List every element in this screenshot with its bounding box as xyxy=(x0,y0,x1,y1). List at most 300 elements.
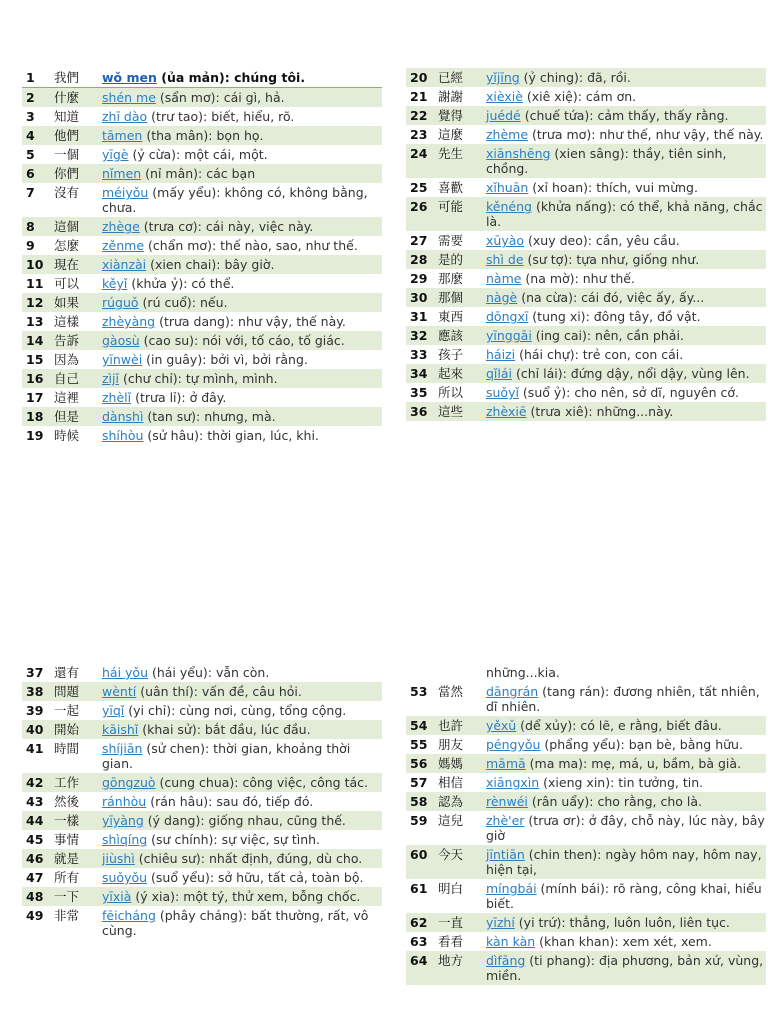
entry-definition xyxy=(486,146,766,176)
pinyin-link[interactable]: xūyào xyxy=(486,233,525,248)
vocab-row xyxy=(22,293,382,312)
pinyin-link[interactable]: yīzhí xyxy=(486,915,515,930)
entry-number: 41 xyxy=(26,741,44,756)
entry-number: 34 xyxy=(410,366,428,381)
pinyin-link[interactable]: yǐjīng xyxy=(486,70,520,85)
hanzi-word: 可能 xyxy=(438,199,464,214)
hanzi-word: 這兒 xyxy=(438,813,464,828)
entry-number: 14 xyxy=(26,333,44,348)
entry-definition xyxy=(486,180,766,195)
entry-number: 5 xyxy=(26,147,35,162)
vocab-row xyxy=(406,682,766,716)
pinyin-link[interactable]: kěnéng xyxy=(486,199,532,214)
meaning-text: (suổ ỷ): cho nên, sở dĩ, nguyên cớ. xyxy=(518,385,739,400)
meaning-text: (sẩn mơ): cái gì, hả. xyxy=(155,90,285,105)
entry-number: 12 xyxy=(26,295,44,310)
meaning-text: (ủa mản): chúng tôi. xyxy=(156,70,306,85)
pinyin-link[interactable]: suǒyǒu xyxy=(102,870,148,885)
meaning-text: (ý dang): giống nhau, cũng thế. xyxy=(143,813,346,828)
hanzi-word: 孩子 xyxy=(438,347,464,362)
vocab-row xyxy=(22,811,382,830)
entry-definition xyxy=(486,127,766,142)
pinyin-link[interactable]: xiànzài xyxy=(102,257,147,272)
pinyin-link[interactable]: zěnme xyxy=(102,238,145,253)
meaning-text: (sử hâu): thời gian, lúc, khi. xyxy=(143,428,319,443)
pinyin-link[interactable]: yīnggāi xyxy=(486,328,532,343)
entry-number: 18 xyxy=(26,409,44,424)
entry-definition xyxy=(486,385,766,400)
pinyin-link[interactable]: nàgè xyxy=(486,290,518,305)
pinyin-link[interactable]: zìjǐ xyxy=(102,371,119,386)
entry-number: 60 xyxy=(410,847,428,862)
vocab-row xyxy=(22,236,382,255)
vocab-row xyxy=(22,830,382,849)
pinyin-link[interactable]: shìqíng xyxy=(102,832,148,847)
meaning-text: (tan sư): nhưng, mà. xyxy=(143,409,276,424)
hanzi-word: 媽媽 xyxy=(438,756,464,771)
pinyin-link[interactable]: rènwéi xyxy=(486,794,528,809)
hanzi-word: 一樣 xyxy=(54,813,80,828)
pinyin-link[interactable]: suǒyǐ xyxy=(486,385,519,400)
meaning-text: (khai sử): bắt đầu, lúc đầu. xyxy=(138,722,311,737)
entry-definition xyxy=(486,718,766,733)
pinyin-link[interactable]: yīqǐ xyxy=(102,703,125,718)
pinyin-link[interactable]: shén me xyxy=(102,90,156,105)
meaning-text: (cung chua): công việc, công tác. xyxy=(155,775,368,790)
entry-number: 48 xyxy=(26,889,44,904)
hanzi-word: 這麼 xyxy=(438,127,464,142)
vocab-row xyxy=(22,145,382,164)
meaning-text: (ý xia): một tý, thử xem, bỗng chốc. xyxy=(131,889,361,904)
entry-number: 36 xyxy=(410,404,428,419)
hanzi-word: 然後 xyxy=(54,794,80,809)
entry-number: 19 xyxy=(26,428,44,443)
meaning-text: (tung xi): đông tây, đồ vật. xyxy=(528,309,701,324)
entry-number: 15 xyxy=(26,352,44,367)
entry-definition xyxy=(102,684,382,699)
entry-number: 33 xyxy=(410,347,428,362)
entry-number: 37 xyxy=(26,665,44,680)
entry-definition xyxy=(486,934,766,949)
hanzi-word: 明白 xyxy=(438,881,464,896)
meaning-text: (nỉ mân): các bạn xyxy=(141,166,256,181)
entry-definition xyxy=(102,794,382,809)
meaning-text: (trưa xiê): những...này. xyxy=(526,404,674,419)
entry-number: 42 xyxy=(26,775,44,790)
pinyin-link[interactable]: wǒ men xyxy=(102,70,157,85)
meaning-text: (sư tợ): tựa như, giống như. xyxy=(523,252,700,267)
meaning-text: (trưa dang): như vậy, thế này. xyxy=(155,314,346,329)
vocab-row xyxy=(22,217,382,236)
entry-number: 26 xyxy=(410,199,428,214)
pinyin-link[interactable]: dāngrán xyxy=(486,684,539,699)
vocab-row xyxy=(406,879,766,913)
meaning-text: (in guây): bởi vì, bởi rằng. xyxy=(142,352,308,367)
pinyin-link[interactable]: fēicháng xyxy=(102,908,156,923)
meaning-text: (rú cuổ): nếu. xyxy=(138,295,228,310)
pinyin-link[interactable]: shì de xyxy=(486,252,524,267)
entry-definition xyxy=(102,722,382,737)
meaning-text: (yi trứ): thẳng, luôn luôn, liên tục. xyxy=(514,915,730,930)
hanzi-word: 認為 xyxy=(438,794,464,809)
entry-number: 11 xyxy=(26,276,44,291)
meaning-text: (khửa ỷ): có thể. xyxy=(127,276,235,291)
vocab-row xyxy=(406,106,766,125)
vocab-row xyxy=(22,164,382,183)
vocab-row xyxy=(22,388,382,407)
pinyin-link[interactable]: zhèyàng xyxy=(102,314,156,329)
vocab-row xyxy=(22,906,382,940)
meaning-text: (xien chai): bây giờ. xyxy=(146,257,275,272)
entry-number: 45 xyxy=(26,832,44,847)
entry-number: 57 xyxy=(410,775,428,790)
vocab-row xyxy=(406,345,766,364)
entry-definition xyxy=(102,276,382,291)
entry-number: 38 xyxy=(26,684,44,699)
hanzi-word: 告訴 xyxy=(54,333,80,348)
hanzi-word: 朋友 xyxy=(438,737,464,752)
pinyin-link[interactable]: míngbái xyxy=(486,881,537,896)
entry-definition xyxy=(102,813,382,828)
hanzi-word: 今天 xyxy=(438,847,464,862)
pinyin-link[interactable]: māmā xyxy=(486,756,526,771)
vocab-row xyxy=(406,932,766,951)
pinyin-link[interactable]: xiāngxìn xyxy=(486,775,540,790)
entry-definition xyxy=(486,366,766,381)
meaning-text: (rán hâu): sau đó, tiếp đó. xyxy=(146,794,314,809)
hanzi-word: 看看 xyxy=(438,934,464,949)
pinyin-link[interactable]: shíhòu xyxy=(102,428,144,443)
pinyin-link[interactable]: zhège xyxy=(102,219,140,234)
hanzi-word: 那麼 xyxy=(438,271,464,286)
meaning-text: (chẩn mơ): thế nào, sao, như thế. xyxy=(144,238,358,253)
vocab-row xyxy=(22,369,382,388)
meaning-text: (mính bái): rõ ràng, công khai, hiểu biết. xyxy=(486,881,762,911)
meaning-text: (suổ yểu): sở hữu, tất cả, toàn bộ. xyxy=(147,870,364,885)
meaning-text: (ma ma): mẹ, má, u, bầm, bà già. xyxy=(525,756,742,771)
meaning-text: (ing cai): nên, cần phải. xyxy=(531,328,684,343)
entry-number: 32 xyxy=(410,328,428,343)
hanzi-word: 我們 xyxy=(54,70,80,85)
vocab-list-column xyxy=(22,68,382,445)
vocab-row xyxy=(406,811,766,845)
pinyin-link[interactable]: nǐmen xyxy=(102,166,142,181)
meaning-text: (xien sâng): thầy, tiên sinh, chồng. xyxy=(486,146,727,176)
pinyin-link[interactable]: hái yǒu xyxy=(102,665,148,680)
vocab-list-column xyxy=(406,68,766,421)
entry-number: 3 xyxy=(26,109,35,124)
hanzi-word: 如果 xyxy=(54,295,80,310)
entry-definition xyxy=(486,271,766,286)
pinyin-link[interactable]: zhī dào xyxy=(102,109,148,124)
pinyin-link[interactable]: xièxiè xyxy=(486,89,523,104)
entry-number: 8 xyxy=(26,219,35,234)
pinyin-link[interactable]: gàosù xyxy=(102,333,140,348)
meaning-text: (yi chỉ): cùng nơi, cùng, tổng cộng. xyxy=(124,703,347,718)
hanzi-word: 事情 xyxy=(54,832,80,847)
meaning-text: (xiê xiệ): cám ơn. xyxy=(522,89,637,104)
hanzi-word: 已經 xyxy=(438,70,464,85)
vocab-row xyxy=(406,773,766,792)
pinyin-link[interactable]: zhèxiē xyxy=(486,404,527,419)
meaning-text: (xỉ hoan): thích, vui mừng. xyxy=(528,180,698,195)
entry-definition xyxy=(486,233,766,248)
hanzi-word: 非常 xyxy=(54,908,80,923)
entry-number: 61 xyxy=(410,881,428,896)
hanzi-word: 地方 xyxy=(438,953,464,968)
hanzi-word: 可以 xyxy=(54,276,80,291)
hanzi-word: 一個 xyxy=(54,147,80,162)
entry-definition xyxy=(102,390,382,405)
entry-number: 9 xyxy=(26,238,35,253)
vocab-row xyxy=(22,68,382,88)
pinyin-link[interactable]: kāishǐ xyxy=(102,722,139,737)
meaning-text: (trưa mơ): như thế, như vậy, thế này. xyxy=(528,127,764,142)
meaning-text: (phây cháng): bất thường, rất, vô cùng. xyxy=(102,908,369,938)
hanzi-word: 時候 xyxy=(54,428,80,443)
entry-definition xyxy=(102,238,382,253)
pinyin-link[interactable]: dànshì xyxy=(102,409,144,424)
meaning-text: (trưa ơr): ở đây, chỗ này, lúc này, bây giờ xyxy=(486,813,765,843)
meaning-text: (xieng xin): tin tưởng, tin. xyxy=(539,775,704,790)
pinyin-link[interactable]: tāmen xyxy=(102,128,143,143)
hanzi-word: 起來 xyxy=(438,366,464,381)
hanzi-word: 你們 xyxy=(54,166,80,181)
entry-number: 43 xyxy=(26,794,44,809)
vocab-row xyxy=(22,350,382,369)
pinyin-link[interactable]: zhè'er xyxy=(486,813,525,828)
entry-number: 20 xyxy=(410,70,428,85)
entry-definition xyxy=(102,166,382,181)
hanzi-word: 問題 xyxy=(54,684,80,699)
entry-number: 13 xyxy=(26,314,44,329)
meaning-text: (na mờ): như thế. xyxy=(521,271,635,286)
vocab-row xyxy=(406,951,766,985)
entry-definition xyxy=(486,404,766,419)
vocab-row xyxy=(406,87,766,106)
vocab-row xyxy=(22,663,382,682)
entry-number: 6 xyxy=(26,166,35,181)
entry-number: 16 xyxy=(26,371,44,386)
meaning-text: (trưa lỉ): ở đây. xyxy=(131,390,227,405)
vocab-row xyxy=(406,250,766,269)
entry-definition xyxy=(486,953,766,983)
entry-number: 55 xyxy=(410,737,428,752)
vocab-row xyxy=(22,107,382,126)
entry-definition xyxy=(486,328,766,343)
pinyin-link[interactable]: juédé xyxy=(486,108,521,123)
pinyin-link[interactable]: kěyǐ xyxy=(102,276,128,291)
entry-number: 25 xyxy=(410,180,428,195)
entry-definition xyxy=(102,185,382,215)
entry-definition xyxy=(102,352,382,367)
vocab-row xyxy=(406,735,766,754)
hanzi-word: 工作 xyxy=(54,775,80,790)
entry-definition xyxy=(102,428,382,443)
pinyin-link[interactable]: yīxià xyxy=(102,889,132,904)
entry-number: 56 xyxy=(410,756,428,771)
entry-definition xyxy=(486,347,766,362)
pinyin-link[interactable]: kàn kàn xyxy=(486,934,536,949)
vocab-row xyxy=(22,849,382,868)
vocab-row xyxy=(22,792,382,811)
hanzi-word: 一起 xyxy=(54,703,80,718)
vocab-row xyxy=(406,144,766,178)
entry-definition xyxy=(102,703,382,718)
vocab-row xyxy=(22,739,382,773)
meaning-text: (chư chỉ): tự mình, mình. xyxy=(118,371,278,386)
hanzi-word: 那個 xyxy=(438,290,464,305)
pinyin-link[interactable]: péngyǒu xyxy=(486,737,541,752)
vocab-row xyxy=(406,231,766,250)
meaning-text: (rân uẩy): cho rằng, cho là. xyxy=(527,794,703,809)
pinyin-link[interactable]: xiānshēng xyxy=(486,146,551,161)
pinyin-link[interactable]: háizi xyxy=(486,347,516,362)
meaning-text: (hái chự): trẻ con, con cái. xyxy=(515,347,684,362)
meaning-text: (cao su): nói với, tố cáo, tố giác. xyxy=(139,333,345,348)
entry-number: 21 xyxy=(410,89,428,104)
pinyin-link[interactable]: zhèlǐ xyxy=(102,390,132,405)
entry-number: 46 xyxy=(26,851,44,866)
pinyin-link[interactable]: dōngxī xyxy=(486,309,529,324)
meaning-text: (chin then): ngày hôm nay, hôm nay, hiện tại, xyxy=(486,847,762,877)
vocab-row xyxy=(22,720,382,739)
pinyin-link[interactable]: wèntí xyxy=(102,684,137,699)
entry-number: 63 xyxy=(410,934,428,949)
pinyin-link[interactable]: yěxǔ xyxy=(486,718,517,733)
hanzi-word: 一直 xyxy=(438,915,464,930)
pinyin-link[interactable]: zhème xyxy=(486,127,529,142)
entry-number: 22 xyxy=(410,108,428,123)
entry-definition xyxy=(486,89,766,104)
meaning-text: (chiêu sư): nhất định, đúng, dù cho. xyxy=(134,851,363,866)
pinyin-link[interactable]: xǐhuān xyxy=(486,180,529,195)
vocab-row xyxy=(406,792,766,811)
hanzi-word: 這些 xyxy=(438,404,464,419)
meaning-text: (dể xủy): có lẽ, e rằng, biết đâu. xyxy=(516,718,722,733)
continued-text: những...kia. xyxy=(486,665,560,680)
pinyin-link[interactable]: nàme xyxy=(486,271,522,286)
entry-definition xyxy=(486,199,766,229)
meaning-text: (trưa cơ): cái này, việc này. xyxy=(139,219,314,234)
vocab-row xyxy=(22,183,382,217)
hanzi-word: 沒有 xyxy=(54,185,80,200)
meaning-text: (ỷ ching): đã, rồi. xyxy=(519,70,631,85)
pinyin-link[interactable]: ránhòu xyxy=(102,794,147,809)
entry-definition xyxy=(102,109,382,124)
hanzi-word: 他們 xyxy=(54,128,80,143)
hanzi-word: 應該 xyxy=(438,328,464,343)
entry-number: 24 xyxy=(410,146,428,161)
vocab-list-column xyxy=(22,663,382,940)
pinyin-link[interactable]: gōngzuò xyxy=(102,775,156,790)
meaning-text: (khửa nấng): có thể, khả năng, chắc là. xyxy=(486,199,763,229)
vocab-row xyxy=(22,682,382,701)
entry-definition xyxy=(486,737,766,752)
entry-number: 35 xyxy=(410,385,428,400)
entry-definition xyxy=(486,881,766,911)
pinyin-link[interactable]: yīyàng xyxy=(102,813,144,828)
vocab-row xyxy=(406,326,766,345)
vocab-row xyxy=(406,269,766,288)
entry-definition xyxy=(486,775,766,790)
vocab-list-column xyxy=(406,663,766,985)
entry-definition xyxy=(102,90,382,105)
meaning-text: (tha mân): bọn họ. xyxy=(142,128,264,143)
entry-number: 23 xyxy=(410,127,428,142)
entry-definition xyxy=(102,870,382,885)
entry-number: 1 xyxy=(26,70,35,85)
vocab-row xyxy=(22,773,382,792)
entry-definition xyxy=(102,219,382,234)
entry-definition xyxy=(102,409,382,424)
entry-definition xyxy=(102,295,382,310)
pinyin-link[interactable]: qǐlái xyxy=(486,366,513,381)
pinyin-link[interactable]: rúguǒ xyxy=(102,295,139,310)
hanzi-word: 喜歡 xyxy=(438,180,464,195)
entry-number: 4 xyxy=(26,128,35,143)
pinyin-link[interactable]: jiùshì xyxy=(102,851,135,866)
vocab-row xyxy=(406,716,766,735)
pinyin-link[interactable]: shíjiān xyxy=(102,741,143,756)
entry-number: 30 xyxy=(410,290,428,305)
hanzi-word: 謝謝 xyxy=(438,89,464,104)
hanzi-word: 自己 xyxy=(54,371,80,386)
pinyin-link[interactable]: jīntiān xyxy=(486,847,525,862)
hanzi-word: 時間 xyxy=(54,741,80,756)
pinyin-link[interactable]: yīnwèi xyxy=(102,352,143,367)
entry-definition xyxy=(486,813,766,843)
meaning-text: (ti phang): địa phương, bản xứ, vùng, miền. xyxy=(486,953,764,983)
hanzi-word: 是的 xyxy=(438,252,464,267)
hanzi-word: 知道 xyxy=(54,109,80,124)
vocab-row xyxy=(22,331,382,350)
hanzi-word: 因為 xyxy=(54,352,80,367)
vocab-row xyxy=(406,125,766,144)
pinyin-link[interactable]: yīgè xyxy=(102,147,129,162)
entry-definition xyxy=(102,908,382,938)
entry-number: 49 xyxy=(26,908,44,923)
vocab-row xyxy=(22,312,382,331)
entry-definition xyxy=(486,309,766,324)
entry-definition xyxy=(486,847,766,877)
hanzi-word: 一下 xyxy=(54,889,80,904)
entry-number: 62 xyxy=(410,915,428,930)
vocab-row xyxy=(22,255,382,274)
entry-definition xyxy=(486,915,766,930)
entry-number: 28 xyxy=(410,252,428,267)
meaning-text: (trư tao): biết, hiểu, rõ. xyxy=(147,109,295,124)
hanzi-word: 就是 xyxy=(54,851,80,866)
hanzi-word: 這個 xyxy=(54,219,80,234)
pinyin-link[interactable]: dìfāng xyxy=(486,953,526,968)
entry-definition xyxy=(102,333,382,348)
vocab-row xyxy=(406,197,766,231)
vocab-row xyxy=(406,913,766,932)
entry-number: 54 xyxy=(410,718,428,733)
pinyin-link[interactable]: méiyǒu xyxy=(102,185,149,200)
entry-number: 29 xyxy=(410,271,428,286)
meaning-text: (khan khan): xem xét, xem. xyxy=(535,934,712,949)
entry-definition xyxy=(102,889,382,904)
entry-number: 27 xyxy=(410,233,428,248)
hanzi-word: 相信 xyxy=(438,775,464,790)
meaning-text: (sư chính): sự việc, sự tình. xyxy=(147,832,321,847)
hanzi-word: 先生 xyxy=(438,146,464,161)
entry-number: 39 xyxy=(26,703,44,718)
vocab-row xyxy=(22,701,382,720)
meaning-text: (phẩng yểu): bạn bè, bằng hữu. xyxy=(540,737,743,752)
